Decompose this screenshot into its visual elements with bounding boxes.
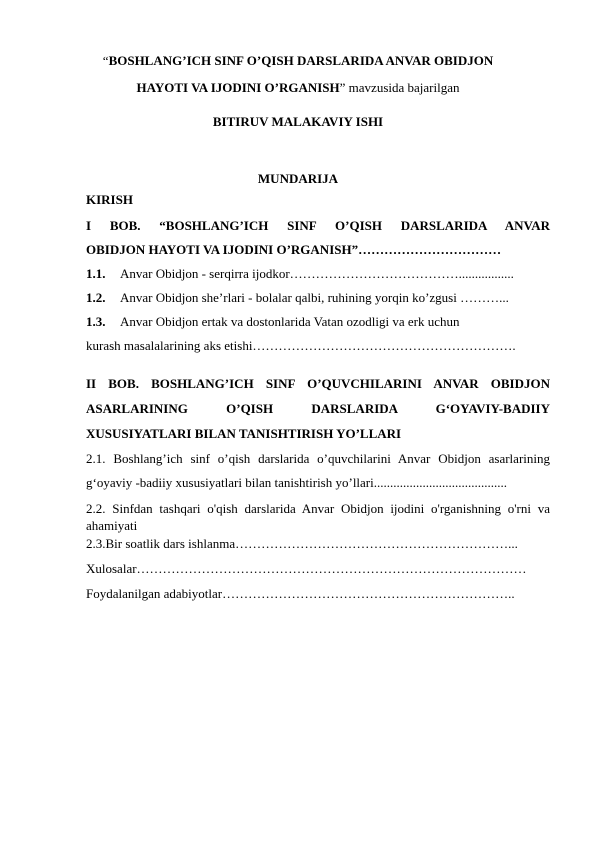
section-number: 1.2. [86,290,106,305]
title-open-quote: “ [102,53,109,68]
contents-heading: MUNDARIJA [257,171,339,186]
title-line-2 [0,80,596,96]
toc-section-1-2 [86,290,509,306]
toc-chapter-2-line-1: II BOB. BOSHLANG’ICH SINF O’QUVCHILARINI ANVAR OBIDJON [86,376,550,391]
toc-section-2-1-line-1: 2.1. Boshlang’ich sinf o’qish darslarida o’quvchilarini Anvar Obidjon asarlarining [86,451,550,466]
section-title: Anvar Obidjon ertak va dostonlarida Vatan ozodligi va erk uchun [120,314,460,329]
toc-section-1-1 [86,266,514,282]
title-suffix: ” mavzusida bajarilgan [339,80,460,95]
toc-section-2-2-line-2: ahamiyati [86,518,138,533]
thesis-type: BITIRUV MALAKAVIY ISHI [212,114,384,129]
toc-section-1-3 [86,314,459,330]
toc-chapter-2-line-2: ASARLARINING O’QISH DARSLARIDA G‘OYAVIY-BADIIY [86,401,550,416]
toc-chapter-2-line-3: XUSUSIYATLARI BILAN TANISHTIRISH YO’LLARI [86,426,402,441]
section-number: 1.3. [86,314,106,329]
title-bold-part-2: HAYOTI VA IJODINI O’RGANISH [136,80,340,95]
toc-section-1-3-cont: kurash masalalarining aks etishi……………………………………………………. [86,338,516,353]
toc-chapter-1-line-2: OBIDJON HAYOTI VA IJODINI O’RGANISH”…………………………… [86,242,502,257]
section-number: 1.1. [86,266,106,281]
section-title: Anvar Obidjon - serqirra ijodkor…………………………………................. [120,266,514,281]
title-line-1 [0,53,596,69]
toc-section-2-1-line-2: g‘oyaviy -badiiy xususiyatlari bilan tanishtirish yo’llari......................................... [86,475,508,490]
toc-references: Foydalanilgan adabiyotlar………………………………………………………….. [86,586,515,601]
toc-section-2-2-line-1: 2.2. Sinfdan tashqari o'qish darslarida Anvar Obidjon ijodini o'rganishning o'rni va [86,501,550,516]
title-bold-part-1: BOSHLANG’ICH SINF O’QISH DARSLARIDA ANVAR OBIDJON [108,53,494,68]
toc-conclusion: Xulosalar……………………………………………………………………………… [86,561,527,576]
toc-section-2-3: 2.3.Bir soatlik dars ishlanma………………………………………………………... [86,536,518,551]
toc-intro: KIRISH [86,192,133,207]
section-title: Anvar Obidjon she’rlari - bolalar qalbi, ruhining yorqin ko’zgusi ………... [120,290,509,305]
toc-chapter-1-line-1: I BOB. “BOSHLANG’ICH SINF O’QISH DARSLARIDA ANVAR [86,218,550,233]
